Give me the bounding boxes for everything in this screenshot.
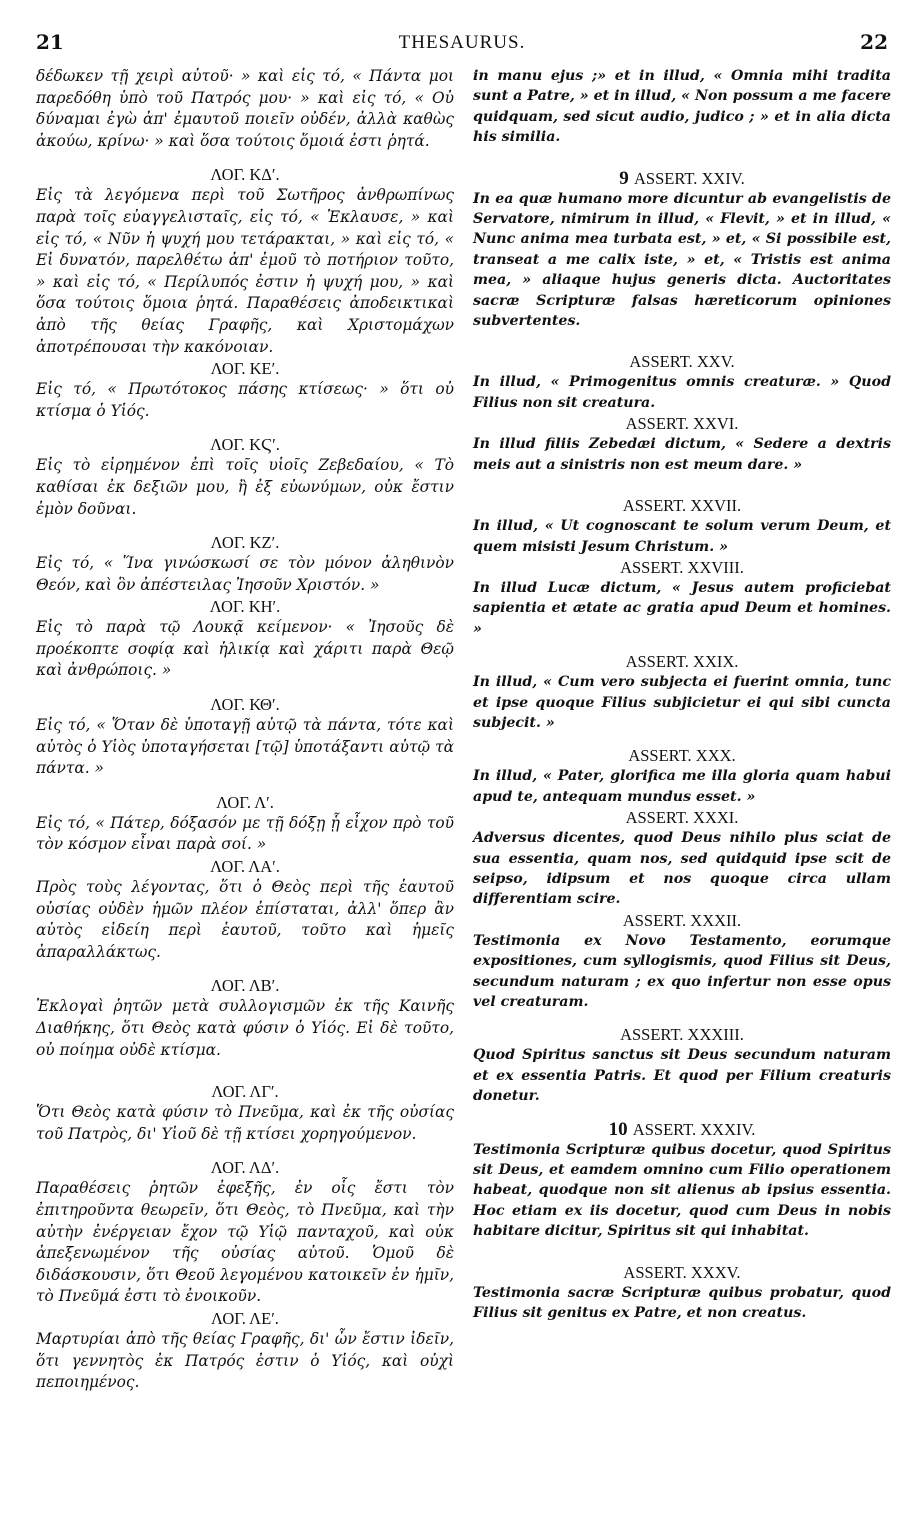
latin-heading: ASSERT. XXVI. (625, 414, 739, 434)
latin-text: Testimonia ex Novo Testamento, eorumque expositiones, cum syllogismis, quod Filius sit Deus, secundum naturam ; ex quo infertur non esse opus vel creaturam. (473, 932, 891, 1010)
margin-number: 9 (619, 167, 629, 189)
greek-text: Εἰς τὸ εἰρημένον ἐπὶ τοῖς υἱοῖς Ζεβεδαίου, « Τὸ καθίσαι ἐκ δεξιῶν μου, ἢ ἐξ εὐωνύμων, οὐκ ἔστιν ἐμὸν δοῦναι. (36, 456, 454, 518)
greek-heading: ΛΟΓ. ΛΕʹ. (211, 1308, 279, 1328)
greek-heading: ΛΟΓ. ΚΖʹ. (210, 533, 280, 553)
latin-text: Testimonia sacræ Scripturæ quibus probatur, quod Filius sit genitus ex Patre, et non creatus. (473, 1284, 891, 1322)
greek-text: Εἰς τὰ λεγόμενα περὶ τοῦ Σωτῆρος ἀνθρωπίνως παρὰ τοῖς εὐαγγελισταῖς, εἰς τό, « Ἐκλαυσε, » καὶ εἰς τό, « Νῦν ἡ ψυχή μου τετάρακται, » καὶ εἰς τό, « Εἰ δυνατόν, παρελθέτω ἀπ' ἐμοῦ τὸ ποτήριον τοῦτο, » καὶ εἰς τό, « Περίλυπός ἐστιν ἡ ψυχή μου, » καὶ ὅσα τούτοις ὅμοια ῥητά. Παραθέσεις ἀποδεικτικαὶ ἀπὸ τῆς θείας Γραφῆς, καὶ Χριστομάχων ἀποτρέπουσαι τὴν κακόνοιαν. (36, 186, 454, 356)
latin-text: In illud, « Primogenitus omnis creaturæ. » Quod Filius non sit creatura. (473, 374, 891, 411)
greek-text: Ἐκλογαὶ ῥητῶν μετὰ συλλογισμῶν ἐκ τῆς Καινῆς Διαθήκης, ὅτι Θεὸς κατὰ φύσιν ὁ Υἱός. Εἰ δὲ τοῦτο, οὐ ποίημα οὐδὲ κτίσμα. (36, 997, 454, 1059)
greek-heading: ΛΟΓ. ΚΗʹ. (209, 597, 281, 617)
latin-text: In illud, « Cum vero subjecta ei fuerint omnia, tunc et ipse quoque Filius subjicietur ei qui sibi cuncta subjecit. » (473, 674, 891, 731)
latin-text: Quod Spiritus sanctus sit Deus secundum naturam et ex essentia Patris. Et quod per Filium creaturis donetur. (473, 1047, 891, 1105)
greek-text: Εἰς τό, « Ὅταν δὲ ὑποταγῇ αὐτῷ τὰ πάντα, τότε καὶ αὐτὸς ὁ Υἱὸς ὑποταγήσεται [τῷ] ὑποτάξαντι αὐτῷ τὰ πάντα. » (36, 716, 454, 778)
greek-text: Μαρτυρίαι ἀπὸ τῆς θείας Γραφῆς, δι' ὧν ἔστιν ἰδεῖν, ὅτι γεννητὸς ἐκ Πατρός ἐστιν ὁ Υἱός, καὶ οὐχὶ πεποιημένος. (36, 1329, 454, 1392)
latin-text: In ea quæ humano more dicuntur ab evangelistis de Servatore, nimirum in illud, « Flevit, » et in illud, « Nunc anima mea turbata est, » et, « Si possibile est, transeat a me calix iste, » et, « Tristis est anima mea, » aliaque hujus generis dicta. Auctoritates sacræ Scripturæ falsas hæreticorum opiniones subvertentes. (473, 190, 891, 330)
latin-heading: ASSERT. XXV. (629, 352, 735, 372)
latin-text: In illud filiis Zebedæi dictum, « Sedere a dextris meis aut a sinistris non est meum dare. » (473, 436, 891, 473)
running-title: THESAURUS. (398, 32, 526, 53)
latin-heading: ASSERT. XXIX. (625, 652, 739, 672)
latin-column (473, 66, 891, 1323)
latin-text: Adversus dicentes, quod Deus nihilo plus sciat de sua essentia, quam nos, sed quidquid ipse scit de seipso, idipsum et nos quoque circa ullam differentiam scire. (473, 830, 891, 908)
latin-text: In illud, « Pater, glorifica me illa gloria quam habui apud te, antequam mundus esset. » (473, 768, 891, 805)
page-header (36, 30, 888, 60)
latin-heading: ASSERT. XXXIII. (620, 1025, 744, 1045)
greek-text: Ὅτι Θεὸς κατὰ φύσιν τὸ Πνεῦμα, καὶ ἐκ τῆς οὐσίας τοῦ Πατρὸς, δι' Υἱοῦ δὲ τῇ κτίσει χορηγούμενον. (36, 1103, 454, 1143)
greek-heading: ΛΟΓ. ΚΕʹ. (210, 359, 280, 379)
greek-text: Παραθέσεις ῥητῶν ἐφεξῆς, ἐν οἷς ἔστι τὸν ἐπιτηροῦντα θεωρεῖν, ὅτι Θεὸς, τὸ Πνεῦμα, καὶ τὴν αὐτὴν ἐνέργειαν ἔχον τῷ Υἱῷ πανταχοῦ, καὶ οὐκ ἀπεξενωμένον τῆς οὐσίας αὐτοῦ. Ὁμοῦ δὲ διδάσκουσιν, ὅτι Θεοῦ λεγομένου κατοικεῖν ἐν ἡμῖν, τὸ Πνεῦμά ἐστι τὸ ἐνοικοῦν. (36, 1179, 454, 1306)
latin-text: In illud Lucæ dictum, « Jesus autem proficiebat sapientia et ætate ac gratia apud Deum et homines. » (473, 579, 891, 637)
latin-heading-label: ASSERT. XXXIV. (632, 1119, 756, 1139)
greek-text: Εἰς τὸ παρὰ τῷ Λουκᾷ κείμενον· « Ἰησοῦς δὲ προέκοπτε σοφίᾳ καὶ ἡλικίᾳ καὶ χάριτι παρὰ Θεῷ καὶ ἀνθρώποις. » (36, 618, 454, 680)
latin-heading: ASSERT. XXXV. (623, 1262, 741, 1282)
greek-text: Εἰς τό, « Πάτερ, δόξασόν με τῇ δόξῃ ᾗ εἶχον πρὸ τοῦ τὸν κόσμον εἶναι παρὰ σοί. » (36, 813, 454, 854)
latin-text: Testimonia Scripturæ quibus docetur, quod Spiritus sit Deus, et eamdem omnino cum Filio operationem habeat, quodque non sit alienus ab ipsius essentia. Hoc etiam ex iis docetur, quod cum Deus in nobis habitare dicitur, Spiritus sit qui inhabitat. (473, 1141, 891, 1240)
greek-text: δέδωκεν τῇ χειρὶ αὐτοῦ· » καὶ εἰς τό, « Πάντα μοι παρεδόθη ὑπὸ τοῦ Πατρός μου· » καὶ εἰς τό, « Οὐ δύναμαι ἐγὼ ἀπ' ἐμαυτοῦ ποιεῖν οὐδέν, ἀλλὰ καθὼς ἀκούω, κρίνω· » καὶ ὅσα τούτοις ὅμοιά ἐστι ῥητά. (36, 67, 454, 150)
greek-text: Πρὸς τοὺς λέγοντας, ὅτι ὁ Θεὸς περὶ τῆς ἑαυτοῦ οὐσίας οὐδὲν ἡμῶν πλέον ἐπίσταται, ἀλλ' ὅπερ ἂν αὐτὸς εἰδείη περὶ ἑαυτοῦ, τοῦτο καὶ ἡμεῖς ἀπαραλλάκτως. (36, 878, 454, 961)
greek-text: Εἰς τό, « Πρωτότοκος πάσης κτίσεως· » ὅτι οὐ κτίσμα ὁ Υἱός. (36, 380, 454, 420)
latin-heading: ASSERT. XXXII. (622, 910, 742, 930)
greek-heading: ΛΟΓ. ΛΓʹ. (211, 1082, 279, 1102)
greek-heading: ΛΟΓ. ΚΘʹ. (210, 695, 280, 715)
greek-heading: ΛΟΓ. Λʹ. (216, 792, 274, 812)
greek-heading: ΛΟΓ. ΛΒʹ. (210, 976, 280, 996)
greek-heading: ΛΟΓ. ΚϚʹ. (210, 435, 280, 455)
greek-heading: ΛΟΓ. ΛΔʹ. (210, 1158, 280, 1178)
greek-text: Εἰς τό, « Ἵνα γινώσκωσί σε τὸν μόνον ἀληθινὸν Θεόν, καὶ ὃν ἀπέστειλας Ἰησοῦν Χριστόν. » (36, 554, 454, 594)
latin-heading: ASSERT. XXXI. (625, 808, 739, 828)
latin-heading: ASSERT. XXVII. (622, 496, 742, 516)
latin-heading: ASSERT. XXVIII. (620, 557, 744, 577)
latin-text: In illud, « Ut cognoscant te solum verum Deum, et quem misisti Jesum Christum. » (473, 518, 891, 555)
latin-heading (473, 1119, 891, 1140)
latin-heading (473, 168, 891, 189)
page-number-right: 22 (860, 30, 888, 54)
page-number-left: 21 (36, 30, 64, 54)
greek-column (36, 66, 454, 1394)
latin-heading: ASSERT. XXX. (628, 746, 736, 766)
greek-heading: ΛΟΓ. ΛΑʹ. (210, 857, 280, 877)
latin-heading-label: ASSERT. XXIV. (634, 168, 745, 188)
margin-number: 10 (608, 1118, 628, 1140)
latin-text: in manu ejus ;» et in illud, « Omnia mihi tradita sunt a Patre, » et in illud, « Non possum a me facere quidquam, sed sicut audio, judico ; » et in alia dicta his similia. (473, 68, 891, 146)
greek-heading: ΛΟΓ. ΚΔʹ. (210, 165, 280, 185)
